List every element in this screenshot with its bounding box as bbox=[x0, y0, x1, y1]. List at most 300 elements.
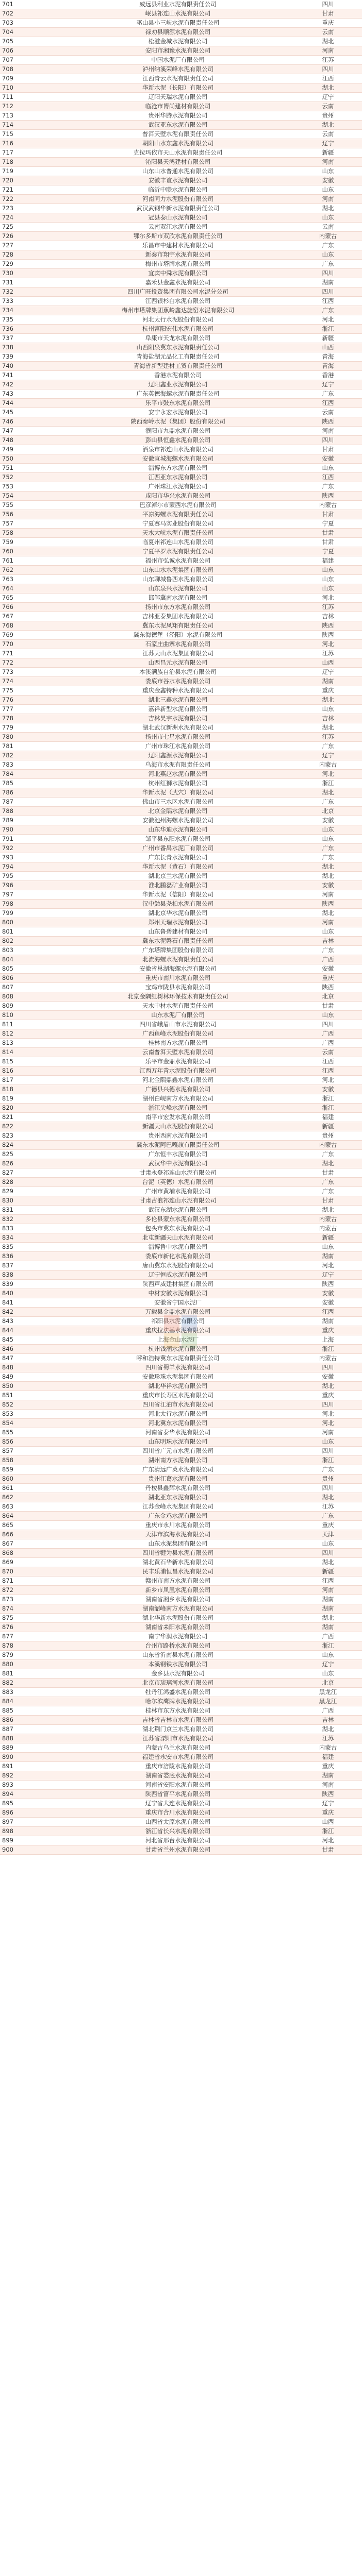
rank-cell: 856 bbox=[0, 1437, 62, 1447]
province-cell: 山东 bbox=[294, 1243, 362, 1252]
province-cell: 山东 bbox=[294, 250, 362, 260]
company-name-cell: 云南普洱天壁水泥有限公司 bbox=[62, 1048, 294, 1057]
table-row bbox=[0, 1066, 362, 1076]
rank-cell: 715 bbox=[0, 130, 62, 139]
rank-cell: 734 bbox=[0, 306, 62, 315]
table-row bbox=[0, 705, 362, 714]
table-row bbox=[0, 417, 362, 427]
rank-cell: 892 bbox=[0, 1771, 62, 1781]
table-row bbox=[0, 538, 362, 547]
rank-cell: 893 bbox=[0, 1781, 62, 1790]
table-row bbox=[0, 93, 362, 102]
table-row bbox=[0, 1178, 362, 1187]
company-name-cell: 冠县泰山水泥有限公司 bbox=[62, 213, 294, 223]
company-name-cell: 北京金隅水泥有限公司 bbox=[62, 807, 294, 816]
rank-cell: 714 bbox=[0, 121, 62, 130]
rank-cell: 742 bbox=[0, 380, 62, 389]
province-cell: 安徽 bbox=[294, 454, 362, 464]
rank-cell: 886 bbox=[0, 1716, 62, 1725]
company-name-cell: 山东鲁碧建材有限公司 bbox=[62, 927, 294, 937]
rank-cell: 747 bbox=[0, 427, 62, 436]
province-cell: 山东 bbox=[294, 1011, 362, 1020]
company-name-cell: 江西银杉白水泥有限公司 bbox=[62, 297, 294, 306]
rank-cell: 729 bbox=[0, 260, 62, 269]
province-cell: 陕西 bbox=[294, 621, 362, 631]
province-cell: 青海 bbox=[294, 362, 362, 371]
company-name-cell: 湖北三鑫水泥有限公司 bbox=[62, 696, 294, 705]
rank-cell: 725 bbox=[0, 223, 62, 232]
table-row bbox=[0, 454, 362, 464]
rank-cell: 882 bbox=[0, 1679, 62, 1688]
rank-cell: 777 bbox=[0, 705, 62, 714]
rank-cell: 821 bbox=[0, 1113, 62, 1122]
rank-cell: 772 bbox=[0, 658, 62, 668]
company-name-cell: 四川省广元市水泥有限公司 bbox=[62, 1447, 294, 1456]
table-row bbox=[0, 1586, 362, 1595]
company-name-cell: 金乡县水泥有限公司 bbox=[62, 1669, 294, 1679]
table-row bbox=[0, 927, 362, 937]
rank-cell: 780 bbox=[0, 733, 62, 742]
province-cell: 陕西 bbox=[294, 1280, 362, 1289]
company-name-cell: 四川广旺投资集团有限公司水泥分公司 bbox=[62, 287, 294, 297]
province-cell: 吉林 bbox=[294, 937, 362, 946]
table-row bbox=[0, 427, 362, 436]
province-cell: 河北 bbox=[294, 640, 362, 649]
table-row bbox=[0, 1818, 362, 1827]
province-cell: 甘肃 bbox=[294, 510, 362, 519]
company-name-cell: 河北燕赵水泥有限公司 bbox=[62, 770, 294, 779]
rank-cell: 834 bbox=[0, 1233, 62, 1243]
rank-cell: 767 bbox=[0, 612, 62, 621]
rank-cell: 724 bbox=[0, 213, 62, 223]
province-cell: 河北 bbox=[294, 1261, 362, 1270]
province-cell: 内蒙古 bbox=[294, 1743, 362, 1753]
company-name-cell: 中材安徽水泥有限公司 bbox=[62, 1289, 294, 1298]
province-cell: 河南 bbox=[294, 1781, 362, 1790]
company-name-cell: 广东塔牌集团股份有限公司 bbox=[62, 946, 294, 955]
company-name-cell: 湖北武汉新洲水泥有限公司 bbox=[62, 723, 294, 733]
table-row bbox=[0, 1261, 362, 1270]
province-cell: 安徽 bbox=[294, 176, 362, 185]
rank-cell: 706 bbox=[0, 46, 62, 56]
company-name-cell: 四川省峨眉山市水泥有限公司 bbox=[62, 1020, 294, 1029]
province-cell: 山东 bbox=[294, 1539, 362, 1549]
company-name-cell: 新乡市凤凰水泥有限公司 bbox=[62, 1586, 294, 1595]
rank-cell: 899 bbox=[0, 1836, 62, 1845]
table-row bbox=[0, 399, 362, 408]
rank-cell: 719 bbox=[0, 167, 62, 176]
table-row bbox=[0, 1437, 362, 1447]
province-cell: 安徽 bbox=[294, 816, 362, 825]
province-cell: 浙江 bbox=[294, 779, 362, 788]
table-row bbox=[0, 46, 362, 56]
rank-cell: 844 bbox=[0, 1326, 62, 1335]
province-cell: 甘肃 bbox=[294, 1002, 362, 1011]
company-name-cell: 山东明珠水泥有限公司 bbox=[62, 1437, 294, 1447]
rank-cell: 851 bbox=[0, 1391, 62, 1400]
province-cell: 河南 bbox=[294, 46, 362, 56]
company-name-cell: 湖北华祥水泥有限公司 bbox=[62, 1382, 294, 1391]
company-name-cell: 辽宁恒威水泥有限公司 bbox=[62, 1270, 294, 1280]
province-cell: 陕西 bbox=[294, 417, 362, 427]
province-cell: 黑龙江 bbox=[294, 1697, 362, 1706]
rank-cell: 820 bbox=[0, 1104, 62, 1113]
rank-cell: 784 bbox=[0, 770, 62, 779]
rank-cell: 788 bbox=[0, 807, 62, 816]
rank-cell: 798 bbox=[0, 900, 62, 909]
table-row bbox=[0, 974, 362, 983]
province-cell: 四川 bbox=[294, 269, 362, 278]
table-row bbox=[0, 760, 362, 770]
table-row bbox=[0, 1280, 362, 1289]
province-cell: 湖北 bbox=[294, 1614, 362, 1623]
table-row bbox=[0, 844, 362, 853]
rank-cell: 765 bbox=[0, 594, 62, 603]
table-row bbox=[0, 1716, 362, 1725]
company-name-cell: 江西青云水泥有限责任公司 bbox=[62, 74, 294, 83]
table-row bbox=[0, 1688, 362, 1697]
table-row bbox=[0, 1382, 362, 1391]
rank-cell: 809 bbox=[0, 1002, 62, 1011]
table-row bbox=[0, 1641, 362, 1651]
company-name-cell: 武汉武钢华新水泥有限责任公司 bbox=[62, 204, 294, 213]
table-row bbox=[0, 195, 362, 204]
rank-cell: 713 bbox=[0, 111, 62, 121]
rank-cell: 785 bbox=[0, 779, 62, 788]
company-name-cell: 河北太行水泥有限公司 bbox=[62, 1410, 294, 1419]
table-row bbox=[0, 584, 362, 594]
table-row bbox=[0, 992, 362, 1002]
rank-cell: 890 bbox=[0, 1753, 62, 1762]
table-row bbox=[0, 1428, 362, 1437]
rank-cell: 867 bbox=[0, 1539, 62, 1549]
table-row bbox=[0, 1317, 362, 1326]
rank-cell: 880 bbox=[0, 1660, 62, 1669]
table-row bbox=[0, 909, 362, 918]
table-row bbox=[0, 204, 362, 213]
company-name-cell: 河南同力水泥股份有限公司 bbox=[62, 195, 294, 204]
table-row bbox=[0, 1141, 362, 1150]
rank-cell: 806 bbox=[0, 974, 62, 983]
table-row bbox=[0, 1706, 362, 1716]
table-row bbox=[0, 1493, 362, 1502]
rank-cell: 813 bbox=[0, 1039, 62, 1048]
rank-cell: 727 bbox=[0, 241, 62, 250]
province-cell: 辽宁 bbox=[294, 1660, 362, 1669]
company-name-cell: 重庆拉法基水泥有限公司 bbox=[62, 1326, 294, 1335]
province-cell: 福建 bbox=[294, 1113, 362, 1122]
rank-cell: 881 bbox=[0, 1669, 62, 1679]
province-cell: 香港 bbox=[294, 371, 362, 380]
province-cell: 内蒙古 bbox=[294, 1141, 362, 1150]
table-row bbox=[0, 1604, 362, 1614]
table-row bbox=[0, 1002, 362, 1011]
table-row bbox=[0, 1651, 362, 1660]
company-name-cell: 包头市冀东水泥有限公司 bbox=[62, 1224, 294, 1233]
table-row bbox=[0, 1131, 362, 1141]
rank-cell: 769 bbox=[0, 631, 62, 640]
province-cell: 湖南 bbox=[294, 677, 362, 686]
rank-cell: 750 bbox=[0, 454, 62, 464]
table-row bbox=[0, 1335, 362, 1345]
rank-cell: 875 bbox=[0, 1614, 62, 1623]
company-name-cell: 禄劝县顺源水泥有限公司 bbox=[62, 28, 294, 37]
rank-cell: 794 bbox=[0, 862, 62, 872]
province-cell: 山东 bbox=[294, 185, 362, 195]
table-row bbox=[0, 1104, 362, 1113]
company-name-cell: 浙江尖峰水泥有限公司 bbox=[62, 1104, 294, 1113]
rank-cell: 874 bbox=[0, 1604, 62, 1614]
province-cell: 浙江 bbox=[294, 1104, 362, 1113]
table-row bbox=[0, 0, 362, 9]
province-cell: 四川 bbox=[294, 65, 362, 74]
province-cell: 河南 bbox=[294, 1586, 362, 1595]
table-row bbox=[0, 1632, 362, 1641]
company-name-cell: 平凉海螺水泥有限责任公司 bbox=[62, 510, 294, 519]
province-cell: 陕西 bbox=[294, 631, 362, 640]
rank-cell: 816 bbox=[0, 1066, 62, 1076]
rank-cell: 759 bbox=[0, 538, 62, 547]
province-cell: 安徽 bbox=[294, 1085, 362, 1094]
company-name-cell: 陕西省富平水泥有限公司 bbox=[62, 1790, 294, 1799]
table-row bbox=[0, 1512, 362, 1521]
province-cell: 湖北 bbox=[294, 1558, 362, 1567]
province-cell: 湖南 bbox=[294, 278, 362, 287]
table-row bbox=[0, 1502, 362, 1512]
company-name-cell: 江西万年青水泥股份有限公司 bbox=[62, 1066, 294, 1076]
rank-cell: 801 bbox=[0, 927, 62, 937]
province-cell: 云南 bbox=[294, 28, 362, 37]
company-name-cell: 华新水泥（长阳）有限公司 bbox=[62, 83, 294, 93]
province-cell: 安徽 bbox=[294, 881, 362, 890]
company-name-cell: 冀东水泥阿巴嘎旗有限责任公司 bbox=[62, 1141, 294, 1150]
rank-cell: 753 bbox=[0, 482, 62, 492]
province-cell: 内蒙古 bbox=[294, 1354, 362, 1363]
company-name-cell: 辽阳鑫源水泥有限公司 bbox=[62, 751, 294, 760]
rank-cell: 849 bbox=[0, 1372, 62, 1382]
rank-cell: 836 bbox=[0, 1252, 62, 1261]
company-name-cell: 河北金隅鼎鑫水泥有限公司 bbox=[62, 1076, 294, 1085]
province-cell: 辽宁 bbox=[294, 380, 362, 389]
company-name-cell: 湖南韶峰南方水泥有限公司 bbox=[62, 1604, 294, 1614]
company-name-cell: 甘肃省兰州水泥有限公司 bbox=[62, 1845, 294, 1855]
rank-cell: 866 bbox=[0, 1530, 62, 1539]
province-cell: 河北 bbox=[294, 1419, 362, 1428]
table-row bbox=[0, 1215, 362, 1224]
province-cell: 安徽 bbox=[294, 964, 362, 974]
rank-cell: 791 bbox=[0, 835, 62, 844]
rank-cell: 833 bbox=[0, 1224, 62, 1233]
rank-cell: 790 bbox=[0, 825, 62, 835]
rank-cell: 783 bbox=[0, 760, 62, 770]
province-cell: 重庆 bbox=[294, 19, 362, 28]
province-cell: 广东 bbox=[294, 241, 362, 250]
table-row bbox=[0, 1243, 362, 1252]
province-cell: 贵州 bbox=[294, 1131, 362, 1141]
company-name-cell: 湖州白岘南方水泥有限公司 bbox=[62, 1094, 294, 1104]
province-cell: 江西 bbox=[294, 1066, 362, 1076]
province-cell: 北京 bbox=[294, 1679, 362, 1688]
rank-cell: 705 bbox=[0, 37, 62, 46]
rank-cell: 885 bbox=[0, 1706, 62, 1716]
company-name-cell: 松滋金城水泥有限公司 bbox=[62, 37, 294, 46]
rank-cell: 853 bbox=[0, 1410, 62, 1419]
rank-cell: 766 bbox=[0, 603, 62, 612]
company-name-cell: 江苏省溧阳市水泥有限公司 bbox=[62, 1734, 294, 1743]
table-row bbox=[0, 1048, 362, 1057]
company-name-cell: 河北太行水泥股份有限公司 bbox=[62, 315, 294, 325]
company-name-cell: 河北省邢台水泥有限公司 bbox=[62, 1836, 294, 1845]
province-cell: 辽宁 bbox=[294, 93, 362, 102]
company-name-cell: 朝阳山水东鑫水泥有限公司 bbox=[62, 139, 294, 148]
province-cell: 江西 bbox=[294, 1308, 362, 1317]
table-row bbox=[0, 556, 362, 566]
province-cell: 甘肃 bbox=[294, 445, 362, 454]
table-row bbox=[0, 918, 362, 927]
company-name-cell: 山东泉兴水泥有限公司 bbox=[62, 584, 294, 594]
company-name-cell: 祁阳县水泥有限公司 bbox=[62, 1317, 294, 1326]
province-cell: 河北 bbox=[294, 594, 362, 603]
company-name-cell: 甘肃永登祁连山水泥有限公司 bbox=[62, 1168, 294, 1178]
province-cell: 广西 bbox=[294, 1706, 362, 1716]
rank-cell: 823 bbox=[0, 1131, 62, 1141]
rank-cell: 722 bbox=[0, 195, 62, 204]
table-row bbox=[0, 1614, 362, 1623]
rank-cell: 870 bbox=[0, 1567, 62, 1577]
table-row bbox=[0, 1029, 362, 1039]
table-row bbox=[0, 1020, 362, 1029]
table-row bbox=[0, 241, 362, 250]
rank-cell: 703 bbox=[0, 19, 62, 28]
table-row bbox=[0, 1289, 362, 1298]
rank-cell: 740 bbox=[0, 362, 62, 371]
company-name-cell: 华新水泥（信阳）有限公司 bbox=[62, 890, 294, 900]
rank-cell: 807 bbox=[0, 983, 62, 992]
table-row bbox=[0, 807, 362, 816]
table-row bbox=[0, 1363, 362, 1372]
province-cell: 重庆 bbox=[294, 686, 362, 696]
rank-cell: 896 bbox=[0, 1808, 62, 1818]
province-cell: 河北 bbox=[294, 770, 362, 779]
company-name-cell: 石家庄曲寨水泥有限公司 bbox=[62, 640, 294, 649]
table-row bbox=[0, 1150, 362, 1159]
province-cell: 广东 bbox=[294, 844, 362, 853]
table-row bbox=[0, 872, 362, 881]
table-row bbox=[0, 779, 362, 788]
company-name-cell: 安徽珍珠水泥集团有限公司 bbox=[62, 1372, 294, 1382]
rank-cell: 841 bbox=[0, 1298, 62, 1308]
company-name-cell: 酒泉市祁连山水泥有限公司 bbox=[62, 445, 294, 454]
province-cell: 江西 bbox=[294, 1057, 362, 1066]
table-row bbox=[0, 83, 362, 93]
table-row bbox=[0, 1447, 362, 1456]
table-row bbox=[0, 983, 362, 992]
province-cell: 广东 bbox=[294, 260, 362, 269]
table-row bbox=[0, 955, 362, 964]
table-row bbox=[0, 185, 362, 195]
province-cell: 湖南 bbox=[294, 1604, 362, 1614]
table-row bbox=[0, 668, 362, 677]
province-cell: 河南 bbox=[294, 918, 362, 927]
company-name-cell: 娄底市谷水水泥有限公司 bbox=[62, 677, 294, 686]
rank-cell: 826 bbox=[0, 1159, 62, 1168]
province-cell: 广西 bbox=[294, 955, 362, 964]
company-name-cell: 邯郸冀南水泥有限公司 bbox=[62, 594, 294, 603]
company-name-cell: 重庆市合川水泥有限公司 bbox=[62, 1808, 294, 1818]
province-cell: 新疆 bbox=[294, 1122, 362, 1131]
rank-cell: 876 bbox=[0, 1623, 62, 1632]
rank-cell: 787 bbox=[0, 798, 62, 807]
table-row bbox=[0, 1679, 362, 1688]
company-name-cell: 江苏天山水泥集团有限公司 bbox=[62, 649, 294, 658]
company-name-cell: 宝鸡市陇县水泥有限公司 bbox=[62, 983, 294, 992]
table-row bbox=[0, 612, 362, 621]
table-row bbox=[0, 408, 362, 417]
company-name-cell: 临沧市博尚建材有限公司 bbox=[62, 102, 294, 111]
company-name-cell: 杭州富阳宏伟水泥有限公司 bbox=[62, 325, 294, 334]
company-name-cell: 杭州红狮水泥有限公司 bbox=[62, 779, 294, 788]
province-cell: 湖北 bbox=[294, 83, 362, 93]
province-cell: 河北 bbox=[294, 1410, 362, 1419]
table-row bbox=[0, 139, 362, 148]
rank-cell: 845 bbox=[0, 1335, 62, 1345]
province-cell: 河南 bbox=[294, 427, 362, 436]
province-cell: 广东 bbox=[294, 1150, 362, 1159]
rank-cell: 761 bbox=[0, 556, 62, 566]
province-cell: 四川 bbox=[294, 287, 362, 297]
table-row bbox=[0, 1781, 362, 1790]
province-cell: 湖北 bbox=[294, 37, 362, 46]
company-name-cell: 华新水泥（黄石）有限公司 bbox=[62, 862, 294, 872]
table-row bbox=[0, 1206, 362, 1215]
province-cell: 宁夏 bbox=[294, 547, 362, 556]
province-cell: 江苏 bbox=[294, 1502, 362, 1512]
company-name-cell: 濮阳市九鼎水泥有限公司 bbox=[62, 427, 294, 436]
rank-cell: 824 bbox=[0, 1141, 62, 1150]
province-cell: 江西 bbox=[294, 297, 362, 306]
company-name-cell: 台泥（英德）水泥有限公司 bbox=[62, 1178, 294, 1187]
table-row bbox=[0, 297, 362, 306]
company-name-cell: 安徽省巢湖海螺水泥有限公司 bbox=[62, 964, 294, 974]
rank-cell: 797 bbox=[0, 890, 62, 900]
rank-cell: 712 bbox=[0, 102, 62, 111]
rank-cell: 830 bbox=[0, 1196, 62, 1206]
table-row bbox=[0, 964, 362, 974]
rank-cell: 731 bbox=[0, 278, 62, 287]
company-name-cell: 香港水泥有限公司 bbox=[62, 371, 294, 380]
rank-cell: 814 bbox=[0, 1048, 62, 1057]
company-name-cell: 临沂中联水泥有限公司 bbox=[62, 185, 294, 195]
company-name-cell: 冀东水泥凤翔有限责任公司 bbox=[62, 621, 294, 631]
table-row bbox=[0, 1734, 362, 1743]
company-name-cell: 淄博东方水泥有限公司 bbox=[62, 464, 294, 473]
province-cell: 河南 bbox=[294, 890, 362, 900]
table-row bbox=[0, 436, 362, 445]
province-cell: 云南 bbox=[294, 1048, 362, 1057]
province-cell: 湖北 bbox=[294, 788, 362, 798]
province-cell: 吉林 bbox=[294, 612, 362, 621]
rank-cell: 800 bbox=[0, 918, 62, 927]
company-name-cell: 吉林亚泰集团水泥有限公司 bbox=[62, 612, 294, 621]
table-row bbox=[0, 658, 362, 668]
company-name-cell: 吉林昊宇水泥有限公司 bbox=[62, 714, 294, 723]
table-row bbox=[0, 723, 362, 733]
table-row bbox=[0, 1771, 362, 1781]
rank-cell: 709 bbox=[0, 74, 62, 83]
province-cell: 江苏 bbox=[294, 603, 362, 612]
province-cell: 吉林 bbox=[294, 1716, 362, 1725]
table-row bbox=[0, 334, 362, 343]
